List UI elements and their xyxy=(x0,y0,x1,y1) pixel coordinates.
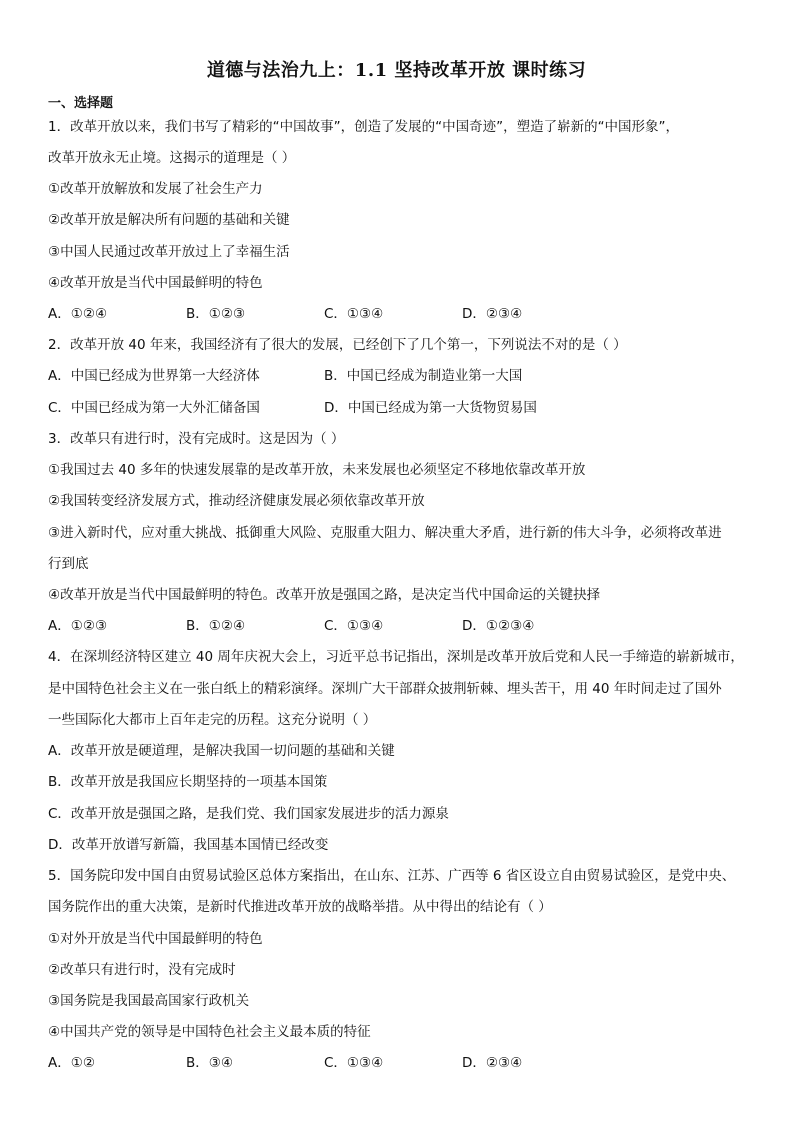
q3-option-d[interactable]: D．①②③④ xyxy=(462,618,535,634)
q2-option-c[interactable]: C．中国已经成为第一大外汇储备国 xyxy=(48,400,260,416)
q5-option-a[interactable]: A．①② xyxy=(48,1055,95,1071)
q4-option-b[interactable]: B．改革开放是我国应长期坚持的一项基本国策 xyxy=(48,774,328,790)
q1-item-2: ②改革开放是解决所有问题的基础和关键 xyxy=(48,212,290,228)
q2-option-a[interactable]: A．中国已经成为世界第一大经济体 xyxy=(48,368,260,384)
q3-item-1: ①我国过去 40 多年的快速发展靠的是改革开放，未来发展也必须坚定不移地依靠改革开放 xyxy=(48,462,586,478)
q3-item-3-cont: 行到底 xyxy=(48,556,89,572)
page-title: 道德与法治九上：1.1 坚持改革开放 课时练习 xyxy=(206,60,587,81)
q5-stem-line-1: 5．国务院印发中国自由贸易试验区总体方案指出，在山东、江苏、广西等 6 省区设立自由贸易试验区，是党中央、 xyxy=(48,868,736,884)
q5-option-c[interactable]: C．①③④ xyxy=(324,1055,384,1071)
q1-option-a[interactable]: A．①②④ xyxy=(48,306,108,322)
q1-item-4: ④改革开放是当代中国最鲜明的特色 xyxy=(48,275,263,291)
q3-item-2: ②我国转变经济发展方式，推动经济健康发展必须依靠改革开放 xyxy=(48,493,425,509)
q5-item-1: ①对外开放是当代中国最鲜明的特色 xyxy=(48,931,263,947)
q3-option-a[interactable]: A．①②③ xyxy=(48,618,108,634)
q3-item-4: ④改革开放是当代中国最鲜明的特色。改革开放是强国之路，是决定当代中国命运的关键抉择 xyxy=(48,587,601,603)
q1-option-b[interactable]: B．①②③ xyxy=(186,306,246,322)
q4-option-d[interactable]: D．改革开放谱写新篇，我国基本国情已经改变 xyxy=(48,837,329,853)
q1-stem-line-1: 1．改革开放以来，我们书写了精彩的“中国故事”，创造了发展的“中国奇迹”，塑造了崭新的“中国形象”， xyxy=(48,119,680,135)
q5-stem-line-2: 国务院作出的重大决策，是新时代推进改革开放的战略举措。从中得出的结论有（ ） xyxy=(48,899,552,915)
q1-item-1: ①改革开放解放和发展了社会生产力 xyxy=(48,181,263,197)
q5-option-d[interactable]: D．②③④ xyxy=(462,1055,523,1071)
q3-item-3: ③进入新时代，应对重大挑战、抵御重大风险、克服重大阻力、解决重大矛盾，进行新的伟大斗争，必须将改革进 xyxy=(48,525,722,541)
q5-item-3: ③国务院是我国最高国家行政机关 xyxy=(48,993,250,1009)
q1-stem-line-2: 改革开放永无止境。这揭示的道理是（ ） xyxy=(48,150,296,166)
q1-option-c[interactable]: C．①③④ xyxy=(324,306,384,322)
q4-stem-line-1: 4．在深圳经济特区建立 40 周年庆祝大会上，习近平总书记指出，深圳是改革开放后党和人民一手缔造的崭新城市， xyxy=(48,649,744,665)
q1-option-d[interactable]: D．②③④ xyxy=(462,306,523,322)
q3-stem-line-1: 3．改革只有进行时，没有完成时。这是因为（ ） xyxy=(48,431,345,447)
q2-option-b[interactable]: B．中国已经成为制造业第一大国 xyxy=(324,368,523,384)
q5-option-b[interactable]: B．③④ xyxy=(186,1055,233,1071)
q3-option-c[interactable]: C．①③④ xyxy=(324,618,384,634)
q5-item-2: ②改革只有进行时，没有完成时 xyxy=(48,962,236,978)
q3-option-b[interactable]: B．①②④ xyxy=(186,618,246,634)
q2-option-d[interactable]: D．中国已经成为第一大货物贸易国 xyxy=(324,400,537,416)
q4-stem-line-2: 是中国特色社会主义在一张白纸上的精彩演绎。深圳广大干部群众披荆斩棘、埋头苦干，用 40 年时间走过了国外 xyxy=(48,681,722,697)
q4-option-a[interactable]: A．改革开放是硬道理，是解决我国一切问题的基础和关键 xyxy=(48,743,395,759)
q1-item-3: ③中国人民通过改革开放过上了幸福生活 xyxy=(48,244,290,260)
q5-item-4: ④中国共产党的领导是中国特色社会主义最本质的特征 xyxy=(48,1024,371,1040)
q4-option-c[interactable]: C．改革开放是强国之路，是我们党、我们国家发展进步的活力源泉 xyxy=(48,806,449,822)
section-heading: 一、选择题 xyxy=(48,96,114,111)
q2-stem-line-1: 2．改革开放 40 年来，我国经济有了很大的发展，已经创下了几个第一，下列说法不对的是（ ） xyxy=(48,337,627,353)
q4-stem-line-3: 一些国际化大都市上百年走完的历程。这充分说明（ ） xyxy=(48,712,377,728)
